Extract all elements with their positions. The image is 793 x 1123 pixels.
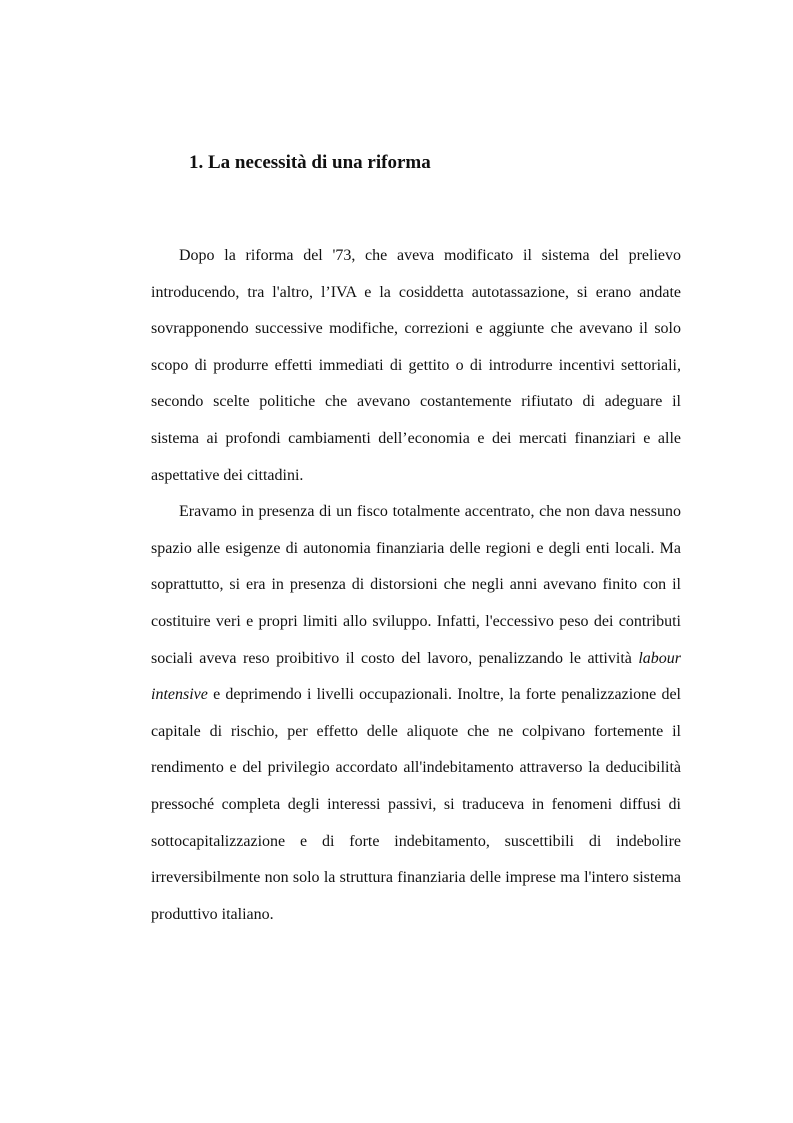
body-text <box>151 238 681 933</box>
paragraph-1: Dopo la riforma del '73, che aveva modificato il sistema del prelievo introducendo, tra l'altro, l’IVA e la cosiddetta autotassazione, si erano andate sovrapponendo successive modifiche, correzioni e aggiunte che avevano il solo scopo di produrre effetti immediati di gettito o di introdurre incentivi settoriali, secondo scelte politiche che avevano costantemente rifiutato di adeguare il sistema ai profondi cambiamenti dell’economia e dei mercati finanziari e alle aspettative dei cittadini. <box>151 247 681 484</box>
paragraph-2-emphasis: labour intensive <box>151 649 681 704</box>
paragraph-2 <box>151 494 681 933</box>
paragraph-2-text-before: Eravamo in presenza di un fisco totalmente accentrato, che non dava nessuno spazio alle esigenze di autonomia finanziaria delle regioni e degli enti locali. Ma soprattutto, si era in presenza di distorsioni che negli anni avevano finito con il costituire veri e propri limiti allo sviluppo. Infatti, l'eccessivo peso dei contributi sociali aveva reso proibitivo il costo del lavoro, penalizzando le attività <box>151 503 681 667</box>
section-heading: 1. La necessità di una riforma <box>189 152 431 173</box>
paragraph-2-text-after: e deprimendo i livelli occupazionali. Inoltre, la forte penalizzazione del capitale di rischio, per effetto delle aliquote che ne colpivano fortemente il rendimento e del privilegio accordato all'indebitamento attraverso la deducibilità pressoché completa degli interessi passivi, si traduceva in fenomeni diffusi di sottocapitalizzazione e di forte indebitamento, suscettibili di indebolire irreversibilmente non solo la struttura finanziaria delle imprese ma l'intero sistema produttivo italiano. <box>151 686 681 923</box>
